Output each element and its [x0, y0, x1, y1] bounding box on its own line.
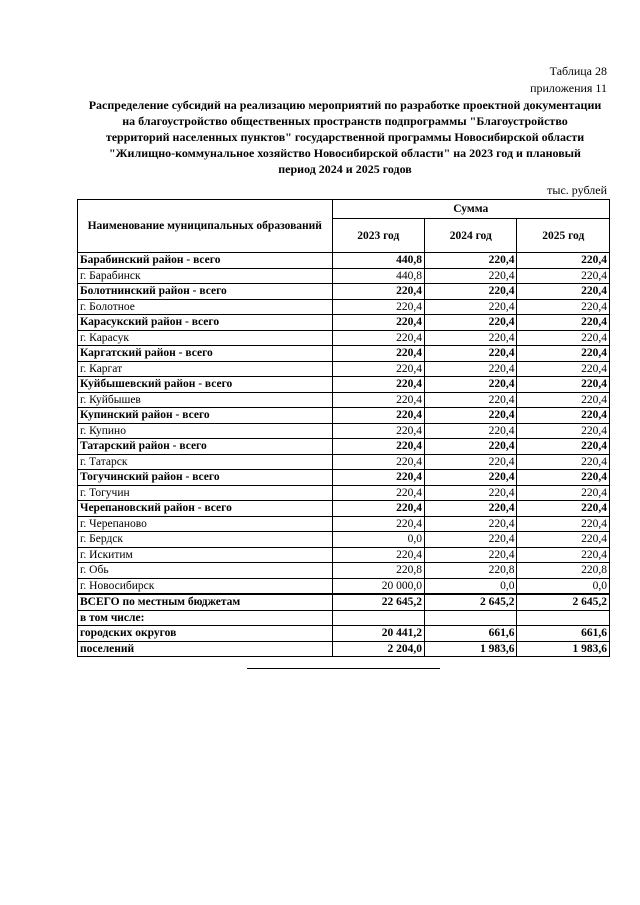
table-row — [78, 594, 610, 610]
value-2025: 220,4 — [517, 501, 610, 517]
municipality-name: Тогучинский район - всего — [78, 470, 333, 486]
column-header-name: Наименование муниципальных образований — [78, 200, 333, 253]
value-2024: 220,4 — [425, 330, 517, 346]
value-2025 — [517, 610, 610, 626]
table-row — [78, 485, 610, 501]
table-row — [78, 253, 610, 269]
value-2024: 220,4 — [425, 454, 517, 470]
column-header-2025: 2025 год — [517, 219, 610, 253]
municipality-name: г. Тогучин — [78, 485, 333, 501]
value-2025: 220,4 — [517, 408, 610, 424]
municipality-name: г. Куйбышев — [78, 392, 333, 408]
value-2024: 220,4 — [425, 547, 517, 563]
municipality-name: г. Татарск — [78, 454, 333, 470]
value-2025: 1 983,6 — [517, 641, 610, 657]
value-2024: 220,4 — [425, 532, 517, 548]
value-2025: 220,4 — [517, 299, 610, 315]
municipality-name: г. Обь — [78, 563, 333, 579]
table-row — [78, 330, 610, 346]
value-2025: 0,0 — [517, 578, 610, 594]
municipality-name: поселений — [78, 641, 333, 657]
value-2025: 220,4 — [517, 330, 610, 346]
column-header-2024: 2024 год — [425, 219, 517, 253]
value-2025: 220,4 — [517, 439, 610, 455]
value-2024: 220,8 — [425, 563, 517, 579]
value-2023: 2 204,0 — [332, 641, 424, 657]
table-row — [78, 547, 610, 563]
municipality-name: в том числе: — [78, 610, 333, 626]
value-2023: 0,0 — [332, 532, 424, 548]
municipality-name: г. Черепаново — [78, 516, 333, 532]
value-2025: 220,4 — [517, 532, 610, 548]
column-header-2023: 2023 год — [332, 219, 424, 253]
municipality-name: Болотнинский район - всего — [78, 284, 333, 300]
table-row — [78, 361, 610, 377]
table-row — [78, 315, 610, 331]
value-2024: 220,4 — [425, 377, 517, 393]
value-2025: 220,4 — [517, 423, 610, 439]
value-2023: 220,4 — [332, 315, 424, 331]
municipality-name: Барабинский район - всего — [78, 253, 333, 269]
value-2023: 220,4 — [332, 377, 424, 393]
value-2024: 1 983,6 — [425, 641, 517, 657]
value-2025: 220,8 — [517, 563, 610, 579]
municipality-name: Татарский район - всего — [78, 439, 333, 455]
table-row — [78, 563, 610, 579]
table-row — [78, 610, 610, 626]
table-row — [78, 532, 610, 548]
value-2023: 20 441,2 — [332, 626, 424, 642]
municipality-name: Купинский район - всего — [78, 408, 333, 424]
value-2025: 220,4 — [517, 346, 610, 362]
value-2025: 220,4 — [517, 284, 610, 300]
value-2023: 220,4 — [332, 408, 424, 424]
value-2023: 220,4 — [332, 284, 424, 300]
value-2024: 220,4 — [425, 516, 517, 532]
value-2025: 220,4 — [517, 454, 610, 470]
value-2025: 2 645,2 — [517, 594, 610, 610]
table-row — [78, 299, 610, 315]
value-2023: 220,4 — [332, 470, 424, 486]
table-row — [78, 392, 610, 408]
value-2023: 440,8 — [332, 253, 424, 269]
title-line: "Жилищно-коммунальное хозяйство Новосибирской области" на 2023 год и плановый — [109, 146, 581, 160]
municipality-name: г. Бердск — [78, 532, 333, 548]
municipality-name: г. Болотное — [78, 299, 333, 315]
table-row — [78, 626, 610, 642]
municipality-name: Карасукский район - всего — [78, 315, 333, 331]
footer-divider — [247, 668, 440, 669]
value-2025: 220,4 — [517, 315, 610, 331]
value-2024: 220,4 — [425, 268, 517, 284]
table-row — [78, 516, 610, 532]
value-2025: 661,6 — [517, 626, 610, 642]
value-2023: 220,4 — [332, 361, 424, 377]
value-2023: 220,4 — [332, 501, 424, 517]
value-2025: 220,4 — [517, 253, 610, 269]
value-2024: 220,4 — [425, 423, 517, 439]
table-row — [78, 284, 610, 300]
value-2025: 220,4 — [517, 268, 610, 284]
table-row — [78, 408, 610, 424]
value-2024: 220,4 — [425, 299, 517, 315]
value-2023: 220,4 — [332, 547, 424, 563]
value-2023: 220,4 — [332, 299, 424, 315]
value-2023: 220,4 — [332, 392, 424, 408]
municipality-name: Каргатский район - всего — [78, 346, 333, 362]
value-2025: 220,4 — [517, 470, 610, 486]
value-2023: 220,4 — [332, 516, 424, 532]
value-2023: 220,4 — [332, 439, 424, 455]
municipality-name: Черепановский район - всего — [78, 501, 333, 517]
value-2023: 220,4 — [332, 346, 424, 362]
units-label: тыс. рублей — [547, 183, 607, 197]
value-2025: 220,4 — [517, 485, 610, 501]
title-line: Распределение субсидий на реализацию мероприятий по разработке проектной документации — [88, 98, 602, 112]
title-line: период 2024 и 2025 годов — [278, 162, 412, 176]
value-2024: 220,4 — [425, 315, 517, 331]
municipality-name: ВСЕГО по местным бюджетам — [78, 594, 333, 610]
municipality-name: г. Купино — [78, 423, 333, 439]
table-number: Таблица 28 — [549, 64, 607, 78]
table-body — [78, 253, 610, 657]
value-2025: 220,4 — [517, 547, 610, 563]
table-row — [78, 346, 610, 362]
municipality-name: г. Искитим — [78, 547, 333, 563]
value-2023: 20 000,0 — [332, 578, 424, 594]
table-row — [78, 470, 610, 486]
subsidy-table — [77, 199, 610, 657]
column-header-sum: Сумма — [332, 200, 609, 219]
municipality-name: Куйбышевский район - всего — [78, 377, 333, 393]
value-2025: 220,4 — [517, 516, 610, 532]
municipality-name: городских округов — [78, 626, 333, 642]
value-2024: 220,4 — [425, 501, 517, 517]
value-2024: 220,4 — [425, 392, 517, 408]
table-row — [78, 439, 610, 455]
table-row — [78, 641, 610, 657]
value-2023: 220,4 — [332, 330, 424, 346]
value-2024: 0,0 — [425, 578, 517, 594]
table-row — [78, 377, 610, 393]
value-2025: 220,4 — [517, 392, 610, 408]
value-2023: 220,8 — [332, 563, 424, 579]
value-2024: 220,4 — [425, 253, 517, 269]
table-row — [78, 501, 610, 517]
value-2024: 220,4 — [425, 485, 517, 501]
value-2024: 220,4 — [425, 284, 517, 300]
title-line: на благоустройство общественных пространств подпрограммы "Благоустройство — [122, 114, 568, 128]
document-title — [78, 97, 612, 177]
value-2023: 22 645,2 — [332, 594, 424, 610]
value-2024: 220,4 — [425, 346, 517, 362]
value-2024: 220,4 — [425, 408, 517, 424]
municipality-name: г. Новосибирск — [78, 578, 333, 594]
value-2025: 220,4 — [517, 361, 610, 377]
value-2024: 220,4 — [425, 470, 517, 486]
value-2023: 220,4 — [332, 485, 424, 501]
value-2023: 440,8 — [332, 268, 424, 284]
value-2024 — [425, 610, 517, 626]
value-2024: 661,6 — [425, 626, 517, 642]
municipality-name: г. Барабинск — [78, 268, 333, 284]
value-2025: 220,4 — [517, 377, 610, 393]
table-row — [78, 423, 610, 439]
table-row — [78, 578, 610, 594]
appendix-label: приложения 11 — [530, 81, 607, 95]
value-2024: 220,4 — [425, 361, 517, 377]
value-2023 — [332, 610, 424, 626]
table-row — [78, 454, 610, 470]
title-line: территорий населенных пунктов" государственной программы Новосибирской области — [105, 130, 585, 144]
municipality-name: г. Каргат — [78, 361, 333, 377]
value-2023: 220,4 — [332, 454, 424, 470]
value-2024: 220,4 — [425, 439, 517, 455]
value-2024: 2 645,2 — [425, 594, 517, 610]
municipality-name: г. Карасук — [78, 330, 333, 346]
value-2023: 220,4 — [332, 423, 424, 439]
table-row — [78, 268, 610, 284]
